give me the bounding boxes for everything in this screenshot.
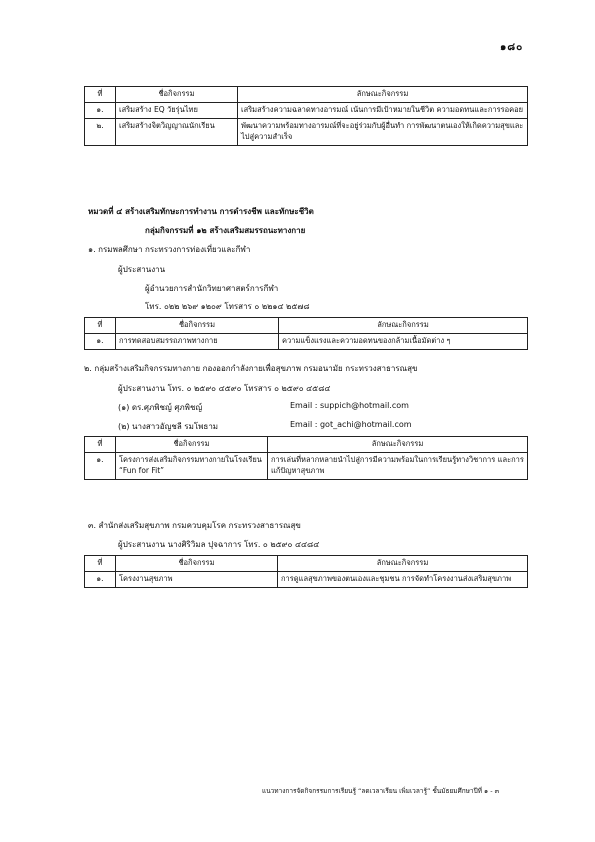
- page-number: ๑๘๐: [500, 42, 524, 53]
- row-activity: โครงงานสุขภาพ: [116, 571, 278, 587]
- org1-coordinator-label: ผู้ประสานงาน: [118, 265, 166, 274]
- col-description: ลักษณะกิจกรรม: [279, 318, 528, 334]
- table-header-row: [85, 437, 528, 453]
- row-no: ๒.: [85, 118, 116, 145]
- page-footer: แนวทางการจัดกิจกรรมการเรียนรู้ “ลดเวลาเรียน เพิ่มเวลารู้” ชั้นมัธยมศึกษาปีที่ ๑ - ๓: [262, 787, 500, 795]
- org2-coordinator: ผู้ประสานงาน โทร. ๐ ๒๕๙๐ ๔๕๙๐ โทรสาร ๐ ๒๕๙๐ ๔๕๘๔: [118, 384, 331, 393]
- org1-title: ๑. กรมพลศึกษา กระทรวงการท่องเที่ยวและกีฬา: [88, 245, 251, 254]
- org2-title: ๒. กลุ่มสร้างเสริมกิจกรรมทางกาย กองออกกำลังกายเพื่อสุขภาพ กรมอนามัย กระทรวงสาธารณสุข: [84, 364, 418, 373]
- row-activity: เสริมสร้างจิตวิญญาณนักเรียน: [116, 118, 238, 145]
- col-activity: ชื่อกิจกรรม: [116, 87, 238, 103]
- org1-phone: โทร. ๐๒๒ ๒๖๙ ๑๒๐๙ โทรสาร ๐ ๒๒๑๔ ๒๕๗๘: [145, 302, 310, 311]
- col-description: ลักษณะกิจกรรม: [238, 87, 528, 103]
- row-no: ๑.: [85, 333, 116, 349]
- org1-coordinator: ผู้อำนวยการสำนักวิทยาศาสตร์การกีฬา: [145, 284, 279, 293]
- col-no: ที่: [85, 437, 116, 453]
- contact1-email: Email : suppich@hotmail.com: [290, 401, 409, 410]
- col-description: ลักษณะกิจกรรม: [268, 437, 528, 453]
- contact2-email: Email : got_achi@hotmail.com: [290, 420, 412, 429]
- activity-table-3: [84, 436, 528, 480]
- row-description: เสริมสร้างความฉลาดทางอารมณ์ เน้นการมีเป้าหมายในชีวิต ความอดทนและการรอคอย: [238, 102, 528, 118]
- row-activity: การทดสอบสมรรถภาพทางกาย: [116, 333, 279, 349]
- table-header-row: [85, 87, 528, 103]
- table-row: [85, 333, 528, 349]
- row-description: การดูแลสุขภาพของตนเองและชุมชน การจัดทำโครงงานส่งเสริมสุขภาพ: [278, 571, 528, 587]
- row-activity: โครงการส่งเสริมกิจกรรมทางกายในโรงเรียน “Fun for Fit”: [116, 452, 268, 479]
- contact1-name: (๑) ดร.ศุภพิชญ์ ศุภพิชญ์: [118, 403, 203, 412]
- section-title: หมวดที่ ๔ สร้างเสริมทักษะการทำงาน การดำรงชีพ และทักษะชีวิต: [88, 207, 314, 216]
- table-row: [85, 452, 528, 479]
- col-activity: ชื่อกิจกรรม: [116, 437, 268, 453]
- group-title: กลุ่มกิจกรรมที่ ๑๒ สร้างเสริมสมรรถนะทางกาย: [145, 226, 306, 235]
- row-description: การเล่นที่หลากหลายนำไปสู่การมีความพร้อมในการเรียนรู้ทางวิชาการ และการแก้ปัญหาสุขภาพ: [268, 452, 528, 479]
- row-no: ๑.: [85, 102, 116, 118]
- row-description: ความแข็งแรงและความอดทนของกล้ามเนื้อมัดต่าง ๆ: [279, 333, 528, 349]
- row-no: ๑.: [85, 452, 116, 479]
- col-no: ที่: [85, 87, 116, 103]
- org3-coordinator: ผู้ประสานงาน นางศิริวิมล ปุจฉาการ โทร. ๐ ๒๕๙๐ ๔๔๘๔: [118, 540, 320, 549]
- col-activity: ชื่อกิจกรรม: [116, 556, 278, 572]
- col-no: ที่: [85, 556, 116, 572]
- table-row: [85, 571, 528, 587]
- col-no: ที่: [85, 318, 116, 334]
- row-activity: เสริมสร้าง EQ วัยรุ่นไทย: [116, 102, 238, 118]
- activity-table-2: [84, 317, 528, 350]
- activity-table-4: [84, 555, 528, 588]
- table-header-row: [85, 556, 528, 572]
- table-header-row: [85, 318, 528, 334]
- col-description: ลักษณะกิจกรรม: [278, 556, 528, 572]
- contact2-name: (๒) นางสาวอัญชลี รมโพธาม: [118, 422, 219, 431]
- activity-table-1: [84, 86, 528, 146]
- table-row: [85, 118, 528, 145]
- org3-title: ๓. สำนักส่งเสริมสุขภาพ กรมควบคุมโรค กระทรวงสาธารณสุข: [88, 521, 301, 530]
- col-activity: ชื่อกิจกรรม: [116, 318, 279, 334]
- table-row: [85, 102, 528, 118]
- row-no: ๑.: [85, 571, 116, 587]
- row-description: พัฒนาความพร้อมทางอารมณ์ที่จะอยู่ร่วมกับผู้อื่นทำ การพัฒนาตนเองให้เกิดความสุขและไปสู่ความสำเร็จ: [238, 118, 528, 145]
